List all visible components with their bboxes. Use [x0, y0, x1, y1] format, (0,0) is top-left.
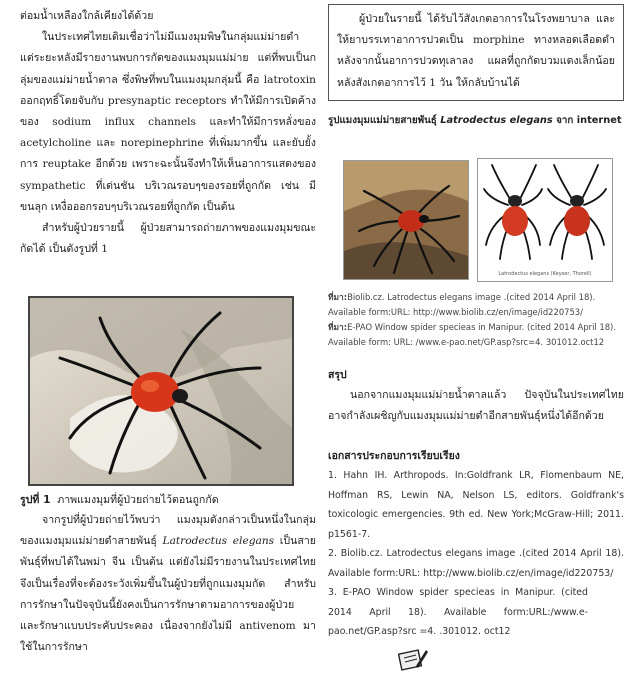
species-name: Latrodectus elegans: [162, 535, 275, 548]
right-column-lower: [328, 290, 624, 642]
reference-item: 2. Biolib.cz. Latrodectus elegans image .(cited 2014 April 18). Available form:URL: http://www.biolib.cz/en/image/id220753/: [328, 548, 624, 579]
illustration-label: Latrodectus elegans (Keyser, Thorell): [498, 271, 592, 277]
source-2-label: ที่มา:: [328, 322, 348, 332]
paragraph-thailand: ในประเทศไทยเดิมเชื่อว่าไม่มีแมงมุมพิษในกลุ่มแม่ม่ายดำ แต่ระยะหลังมีรายงานพบการกัดของแมงมุมแม่ม่าย แต่ที่พบเป็นกลุ่มของแม่ม่ายน้ำตาล ซึ่งพิษที่พบในแมงมุมกลุ่มนี้ คือ latrotoxin ออกฤทธิ์โดยจับกับ presynaptic receptors ทำให้มีการเปิดค้างของ sodium influx channels และทำให้มีการหลั่งของ acetylcholine และ norepinephrine ที่เพิ่มมากขึ้น และยับยั้งการ reuptake อีกด้วย เพราะฉะนั้นจึงทำให้เห็นอาการแสดงของ sympathetic ที่เด่นชัน บริเวณรอบๆของรอยที่ถูกกัด เช่น มีขนลุก เหงื่อออกรอบๆบริเวณรอยที่ถูกกัด เป็นต้น: [20, 31, 316, 213]
left-column-lower: [20, 490, 316, 658]
internet-photo-title: [328, 113, 624, 128]
paragraph-identification: [20, 510, 316, 658]
reference-item: 3. E-PAO Window spider specieas in Manipur. (cited 2014 April 18). Available form:URL:/www.e-pao.net/GP.asp?src =4. .301012. oct12: [328, 587, 588, 638]
figure-1-caption-text: ภาพแมงมุมที่ผู้ป่วยถ่ายไว้ตอนถูกกัด: [57, 494, 219, 506]
spider-rock-icon: [344, 161, 468, 279]
spider-on-skin-icon: [30, 298, 292, 484]
figure-1-label: รูปที่ 1: [20, 494, 51, 506]
photo-source-1: [328, 290, 624, 320]
paragraph-identification-text-a: จากรูปที่ผู้ป่วยถ่ายไว้พบว่า แมงมุมดังกล่าวเป็นหนึ่งในกลุ่มของแมงมุมแม่ม่ายดำสายพันธุ์: [20, 514, 316, 548]
paragraph-patient-photo: สำหรับผู้ป่วยรายนี้ ผู้ป่วยสามารถถ่ายภาพของแมงมุมขณะกัดได้ เป็นดังรูปที่ 1: [20, 222, 316, 256]
spider-illustration: [477, 158, 613, 282]
clinical-course-box: [328, 4, 624, 101]
source-1-label: ที่มา:: [328, 292, 348, 302]
right-column: [328, 0, 624, 128]
figure-1-spider-photo: [28, 296, 294, 486]
source-1-text: Biolib.cz. Latrodectus elegans image .(cited 2014 April 18). Available form:URL: http://www.biolib.cz/en/image/id220753/: [328, 292, 596, 317]
left-column: [20, 0, 316, 260]
internet-photo-species: Latrodectus elegans: [440, 114, 553, 126]
spider-illustration-icon: [478, 159, 612, 267]
summary-text: นอกจากแมงมุมแม่ม่ายน้ำตาลแล้ว ปัจจุบันในประเทศไทยอาจกำลังเผชิญกับแมงมุมแม่ม่ายดำอีกสายพันธุ์หนึ่งได้อีกด้วย: [328, 389, 624, 423]
summary-heading: สรุป: [328, 369, 347, 381]
paragraph-continuation: ต่อมน้ำเหลืองใกล้เคียงได้ด้วย: [20, 10, 154, 22]
source-2-text: E-PAO Window spider specieas in Manipur. (cited 2014 April 18). Available form: URL: /www.e-pao.net/GP.asp?src=4. 301012.oct12: [328, 322, 616, 347]
internet-photo-title-a: รูปแมงมุมแม่ม่ายสายพันธุ์: [328, 114, 441, 126]
notebook-pen-icon: [398, 646, 428, 672]
paragraph-identification-text-b: เป็นสายพันธุ์ที่พบได้ในพม่า จีน เป็นต้น แต่ยังไม่มีรายงานในประเทศไทย จึงเป็นเรื่องที่จะต้องระวังเพิ่มขึ้นในผู้ป่วยที่ถูกแมงมุมกัด สำหรับการรักษาในปัจจุบันนี้ยังคงเป็นการรักษาตามอาการของผู้ป่วย และรักษาแบบประคับประคอง เนื่องจากยังไม่มี antivenom มาใช้ในการรักษา: [20, 535, 316, 654]
internet-photo-title-b: จาก internet: [552, 114, 622, 126]
references-heading: เอกสารประกอบการเรียบเรียง: [328, 450, 460, 463]
figure-1-caption: [20, 490, 316, 510]
spider-photo-rock: [343, 160, 469, 280]
photo-source-2: [328, 320, 624, 350]
reference-item: 1. Hahn IH. Arthropods. In:Goldfrank LR, Flomenbaum NE, Hoffman RS, Lewin NA, Nelson LS, editors. Goldfrank's toxicologic emergencies. 9th ed. New York;McGraw-Hill; 2011. p1561-7.: [328, 470, 624, 540]
clinical-course-text: ผู้ป่วยในรายนี้ ได้รับไว้สังเกตอาการในโรงพยาบาล และให้ยาบรรเทาอาการปวดเป็น morphine ทางหลอดเลือดดำ หลังจากนั้นอาการปวดทุเลาลง แผลที่ถูกกัดบวมแดงเล็กน้อย หลังสังเกตอาการไว้ 1 วัน ให้กลับบ้านได้: [337, 13, 615, 89]
